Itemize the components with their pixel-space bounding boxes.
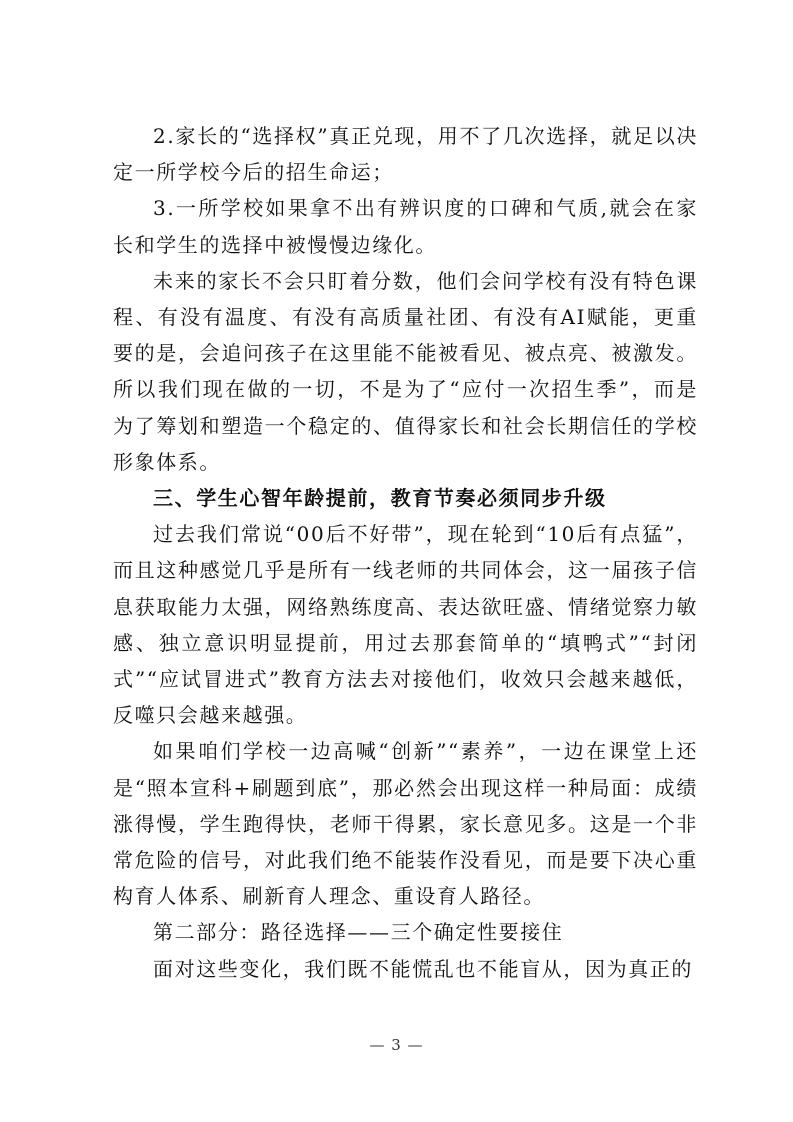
paragraph-school-reputation: 3.一所学校如果拿不出有辨识度的口碑和气质,就会在家长和学生的选择中被慢慢边缘化。 [113,196,698,257]
paragraph-facing-change: 面对这些变化，我们既不能慌乱也不能盲从，因为真正的 [153,956,693,981]
paragraph-parent-choice: 2.家长的“选择权”真正兑现，用不了几次选择，就足以决定一所学校今后的招生命运； [113,124,698,185]
page-number: — 3 — [369,1036,424,1054]
section-heading-3: 三、学生心智年龄提前，教育节奏必须同步升级 [153,486,607,511]
body-text [113,118,698,987]
paragraph-risk-signal: 如果咱们学校一边高喊“创新”“素养”，一边在课堂上还是“照本宣科+刷题到底”，那必然会出现这样一种局面：成绩涨得慢，学生跑得快，老师干得累，家长意见多。这是一个非常危险的信号，对此我们绝不能装作没看见，而是要下决心重构育人体系、刷新育人理念、重设育人路径。 [113,739,698,909]
paragraph-students-change: 过去我们常说“00后不好带”，现在轮到“10后有点猛”，而且这种感觉几乎是所有一线老师的共同体会，这一届孩子信息获取能力太强，网络熟练度高、表达欲旺盛、情绪觉察力敏感、独立意识明显提前，用过去那套简单的“填鸭式”“封闭式”“应试冒进式”教育方法去对接他们，收效只会越来越低，反噬只会越来越强。 [113,522,698,728]
paragraph-future-parents: 未来的家长不会只盯着分数，他们会问学校有没有特色课程、有没有温度、有没有高质量社团、有没有AI赋能，更重要的是，会追问孩子在这里能不能被看见、被点亮、被激发。所以我们现在做的一切，不是为了“应付一次招生季”，而是为了筹划和塑造一个稳定的、值得家长和社会长期信任的学校形象体系。 [113,268,698,474]
part-two-heading: 第二部分：路径选择——三个确定性要接住 [153,920,564,945]
